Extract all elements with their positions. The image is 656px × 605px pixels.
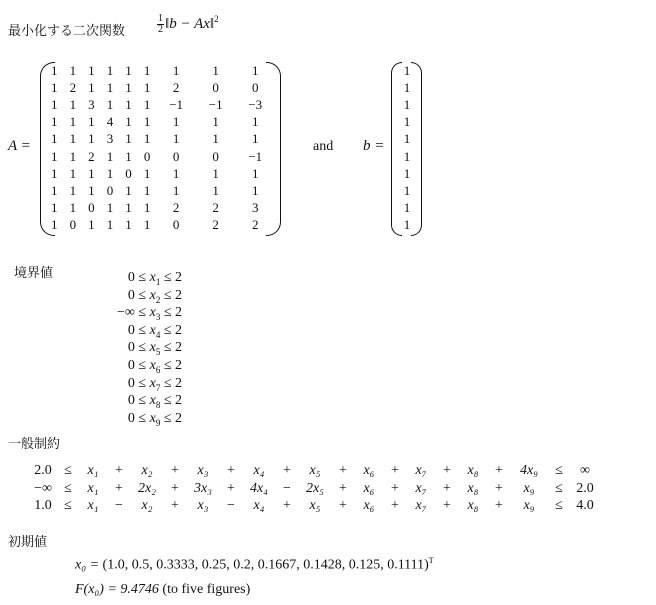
constraint-cell: +: [391, 498, 399, 514]
matrix-a-cell: 1: [143, 131, 151, 147]
matrix-a-cell: 1: [51, 114, 58, 130]
bound-index: 1: [155, 276, 161, 287]
constraint-cell: 4x₄: [249, 480, 269, 496]
bound-upper: ≤ 2: [160, 393, 182, 409]
constraint-cell: +: [391, 480, 399, 496]
matrix-a-cell: 1: [88, 131, 95, 147]
bound-upper: ≤ 2: [160, 358, 182, 373]
constraint-cell: x₉: [523, 498, 535, 514]
constraint-cell: x₆: [363, 463, 375, 479]
matrix-a-cell: 0: [172, 216, 180, 232]
constraint-cell: x₇: [415, 480, 427, 496]
and-text: and: [313, 139, 334, 154]
bound-index: 8: [155, 399, 161, 410]
matrix-a-cell: 1: [143, 80, 151, 96]
matrix-a-cell: 0: [125, 165, 132, 181]
bound-lower: 0 ≤: [127, 393, 150, 409]
matrix-a-cell: 1: [69, 63, 77, 79]
matrix-a-cell: 1: [143, 199, 151, 215]
constraint-cell: −: [227, 498, 235, 514]
matrix-a-cell: 0: [88, 199, 95, 215]
bound-index: 6: [155, 364, 161, 375]
matrix-a-cell: 1: [212, 165, 219, 181]
constraint-cell: 1.0: [34, 498, 52, 514]
bound-variable: x: [149, 305, 156, 321]
matrix-a-cell: 1: [251, 182, 259, 198]
constraint-cell: +: [283, 498, 291, 514]
matrix-a-row: [45, 147, 275, 164]
matrix-a-row: [45, 96, 275, 113]
bound-line: [72, 269, 182, 286]
bound-lower: 0 ≤: [127, 287, 150, 303]
constraint-cell: 4x₉: [519, 463, 539, 479]
matrix-a-cell: 1: [251, 114, 259, 130]
fraction-numerator: 1: [158, 13, 163, 25]
matrix-a-cell: 2: [88, 148, 95, 164]
vector-b-cell: 1: [403, 97, 411, 113]
constraint-cell: x₉: [523, 480, 535, 496]
matrix-a-cell: 1: [69, 131, 77, 147]
constraint-cell: x₈: [467, 463, 479, 479]
matrix-a-cell: 1: [143, 182, 151, 198]
constraint-cell: 2x₂: [137, 480, 157, 496]
matrix-a-cell: −1: [248, 148, 263, 164]
matrix-a-cell: 1: [106, 148, 114, 164]
bound-variable: x: [149, 287, 156, 303]
matrix-a-cell: 1: [143, 165, 151, 181]
f-lhs: F(x₀) = 9.4746: [75, 582, 159, 597]
heading-constraints: 一般制約: [8, 437, 61, 452]
matrix-a-cell: 1: [106, 199, 114, 215]
matrix-a-cell: 1: [51, 97, 58, 113]
vector-b-cell: 1: [403, 148, 411, 164]
matrix-a-cell: 1: [251, 63, 259, 79]
constraint-cell: x₁: [87, 480, 99, 496]
bound-upper: ≤ 2: [160, 322, 182, 338]
matrix-a-label: A =: [8, 138, 31, 154]
matrix-a-cell: −1: [169, 97, 184, 113]
matrix-a-cell: 1: [212, 63, 219, 79]
matrix-a-cell: 1: [125, 148, 132, 164]
constraint-cell: +: [171, 463, 179, 479]
constraint-row: [28, 462, 600, 480]
bound-upper: ≤ 2: [160, 340, 182, 356]
matrix-a-cell: 1: [172, 63, 180, 79]
matrix-a-cell: 1: [51, 216, 58, 232]
constraint-cell: 4.0: [576, 498, 594, 514]
matrix-a-cell: 1: [125, 199, 132, 215]
matrix-a-row: [45, 130, 275, 147]
bound-lower: 0 ≤: [127, 270, 150, 285]
constraint-cell: x₁: [87, 463, 99, 479]
constraint-cell: +: [495, 480, 503, 496]
objective-formula: [157, 14, 219, 35]
matrix-a-row: [45, 79, 275, 96]
matrix-a-cell: 1: [143, 97, 151, 113]
matrix-a-cell: 1: [172, 131, 180, 147]
bound-index: 2: [155, 294, 161, 305]
bound-line: [72, 304, 182, 321]
matrix-a-cell: 1: [69, 114, 77, 130]
bound-variable: x: [149, 410, 156, 426]
matrix-a-cell: −3: [248, 97, 263, 113]
constraint-cell: 2.0: [576, 480, 594, 496]
constraint-cell: x₃: [197, 463, 209, 479]
heading-objective: 最小化する二次関数: [8, 24, 126, 39]
matrix-a-cell: 1: [51, 165, 58, 181]
constraint-cell: +: [391, 463, 399, 479]
constraint-cell: ≤: [555, 463, 563, 479]
constraint-cell: +: [283, 463, 291, 479]
constraint-cell: +: [495, 498, 503, 514]
vector-b-cell: 1: [403, 216, 411, 232]
vector-b-cell: 1: [403, 114, 411, 130]
matrix-a-cell: 1: [88, 165, 95, 181]
bound-upper: ≤ 2: [160, 270, 182, 285]
matrix-a-row: [45, 165, 275, 182]
bound-line: [72, 339, 182, 356]
constraint-cell: +: [115, 463, 123, 479]
vector-b-cell: 1: [403, 199, 411, 215]
bound-variable: x: [149, 322, 156, 338]
vector-b-cell: 1: [403, 182, 411, 198]
bound-line: [72, 322, 182, 339]
matrix-a-row: [45, 182, 275, 199]
constraint-cell: ≤: [64, 463, 72, 479]
initial-x0: [75, 556, 434, 574]
matrix-a-row: [45, 62, 275, 79]
matrix-a-cell: 1: [143, 114, 151, 130]
constraint-cell: +: [339, 498, 347, 514]
f-note: (to five figures): [162, 582, 251, 597]
constraint-row: [28, 480, 600, 498]
bound-upper: ≤ 2: [160, 410, 182, 426]
constraint-cell: +: [339, 463, 347, 479]
matrix-a-cell: 4: [106, 114, 114, 130]
matrix-a-cell: 1: [172, 165, 180, 181]
heading-bounds: 境界値: [14, 266, 54, 281]
constraint-cell: +: [171, 480, 179, 496]
bound-line: [72, 410, 182, 427]
constraint-cell: x₈: [467, 480, 479, 496]
matrix-a-cell: 0: [172, 148, 180, 164]
bound-line: [72, 375, 182, 392]
constraint-cell: ≤: [555, 480, 563, 496]
x0-lhs: x₀ =: [75, 557, 100, 573]
matrix-a-cell: 0: [69, 216, 77, 232]
matrix-a-cell: 1: [69, 148, 77, 164]
constraint-cell: +: [171, 498, 179, 514]
matrix-a-cell: −1: [208, 97, 223, 113]
matrix-a-cell: 1: [125, 131, 132, 147]
bound-index: 7: [155, 382, 161, 393]
constraint-cell: x₅: [309, 498, 321, 514]
matrix-a-cell: 1: [106, 216, 114, 232]
constraint-cell: +: [443, 480, 451, 496]
matrix-a-cell: 0: [212, 148, 219, 164]
matrix-a-row: [45, 113, 275, 130]
objective-expression: ‖b − Ax‖: [165, 16, 215, 32]
matrix-a-cell: 1: [251, 131, 259, 147]
matrix-a-cell: 1: [212, 114, 219, 130]
constraint-cell: x₂: [141, 463, 153, 479]
bound-line: [72, 357, 182, 374]
matrix-a-cell: 1: [88, 216, 95, 232]
matrix-a-cell: 1: [125, 182, 132, 198]
constraint-cell: 2.0: [34, 463, 52, 479]
bound-lower: 0 ≤: [127, 358, 150, 373]
matrix-a-cell: 1: [51, 148, 58, 164]
bound-index: 5: [155, 347, 161, 358]
constraint-cell: x₄: [253, 463, 265, 479]
constraint-cell: +: [227, 463, 235, 479]
constraint-cell: −∞: [34, 480, 52, 496]
constraint-cell: +: [443, 463, 451, 479]
constraint-cell: x₂: [141, 498, 153, 514]
vector-b-label: b =: [363, 138, 385, 154]
matrix-a-cell: 1: [125, 97, 132, 113]
bound-index: 9: [155, 417, 161, 428]
bound-variable: x: [149, 393, 156, 409]
matrix-a-cell: 1: [212, 131, 219, 147]
vector-b-cell: 1: [403, 80, 411, 96]
vector-b-right-paren: [411, 62, 422, 236]
constraint-cell: x₇: [415, 463, 427, 479]
bound-lower: 0 ≤: [127, 410, 150, 426]
matrix-a-cell: 0: [143, 148, 151, 164]
bound-upper: ≤ 2: [160, 375, 182, 391]
matrix-a-cell: 2: [212, 199, 219, 215]
objective-fraction: [157, 14, 164, 35]
matrix-a: [45, 62, 275, 233]
matrix-a-cell: 1: [106, 63, 114, 79]
bound-index: 3: [155, 311, 161, 322]
constraint-cell: ≤: [555, 498, 563, 514]
bound-line: [72, 287, 182, 304]
matrix-a-cell: 1: [125, 80, 132, 96]
matrix-a-cell: 2: [212, 216, 219, 232]
constraint-cell: ≤: [64, 480, 72, 496]
matrix-a-cell: 1: [125, 63, 132, 79]
bound-upper: ≤ 2: [160, 287, 182, 303]
bound-variable: x: [149, 340, 156, 356]
heading-initial: 初期値: [8, 535, 48, 550]
constraint-cell: 2x₅: [305, 480, 325, 496]
matrix-a-cell: 1: [51, 80, 58, 96]
matrix-a-cell: 1: [51, 199, 58, 215]
matrix-a-cell: 0: [251, 80, 259, 96]
constraint-cell: +: [339, 480, 347, 496]
bound-upper: ≤ 2: [160, 305, 182, 321]
matrix-a-cell: 2: [251, 216, 259, 232]
matrix-a-cell: 1: [88, 114, 95, 130]
vector-b-cell: 1: [403, 165, 411, 181]
matrix-a-cell: 2: [172, 199, 180, 215]
constraint-cell: x₅: [309, 463, 321, 479]
constraint-cell: x₄: [253, 498, 265, 514]
matrix-a-cell: 1: [69, 97, 77, 113]
bound-variable: x: [149, 358, 156, 373]
constraint-cell: +: [115, 480, 123, 496]
vector-b-cell: 1: [403, 131, 411, 147]
bound-lower: 0 ≤: [127, 375, 150, 391]
matrix-a-cell: 1: [143, 63, 151, 79]
matrix-a-cell: 3: [106, 131, 114, 147]
bound-index: 4: [155, 329, 161, 340]
matrix-a-cell: 3: [88, 97, 95, 113]
matrix-a-cell: 1: [212, 182, 219, 198]
constraint-cell: −: [115, 498, 123, 514]
matrix-a-row: [45, 216, 275, 233]
constraint-row: [28, 497, 600, 515]
constraints-table: [28, 462, 600, 515]
constraint-cell: 3x₃: [193, 480, 213, 496]
bound-lower: 0 ≤: [127, 322, 150, 338]
constraint-cell: x₁: [87, 498, 99, 514]
matrix-a-cell: 1: [88, 63, 95, 79]
constraint-cell: x₈: [467, 498, 479, 514]
matrix-a-cell: 1: [172, 182, 180, 198]
x0-transpose: T: [428, 556, 434, 565]
constraint-cell: x₆: [363, 498, 375, 514]
constraint-cell: ≤: [64, 498, 72, 514]
matrix-a-cell: 1: [69, 199, 77, 215]
constraint-cell: ∞: [580, 463, 590, 479]
matrix-a-cell: 1: [106, 80, 114, 96]
bound-lower: 0 ≤: [127, 340, 150, 356]
bound-line: [72, 392, 182, 409]
bound-lower: −∞ ≤: [117, 305, 150, 321]
constraint-cell: x₇: [415, 498, 427, 514]
matrix-a-cell: 2: [172, 80, 180, 96]
matrix-a-cell: 1: [172, 114, 180, 130]
matrix-a-cell: 1: [69, 182, 77, 198]
matrix-a-cell: 1: [251, 165, 259, 181]
matrix-a-cell: 1: [88, 182, 95, 198]
matrix-a-cell: 1: [106, 97, 114, 113]
x0-values: (1.0, 0.5, 0.3333, 0.25, 0.2, 0.1667, 0.1428, 0.125, 0.1111): [102, 557, 429, 573]
matrix-a-right-paren: [266, 62, 281, 236]
matrix-a-cell: 1: [106, 165, 114, 181]
initial-f: [75, 582, 250, 598]
matrix-a-cell: 0: [212, 80, 219, 96]
matrix-a-cell: 1: [51, 131, 58, 147]
matrix-a-cell: 1: [125, 216, 132, 232]
constraint-cell: +: [443, 498, 451, 514]
matrix-a-cell: 3: [251, 199, 259, 215]
matrix-a-cell: 1: [51, 63, 58, 79]
bound-variable: x: [149, 375, 156, 391]
vector-b-cell: 1: [403, 63, 411, 79]
constraint-cell: −: [283, 480, 291, 496]
matrix-a-cell: 1: [51, 182, 58, 198]
fraction-denominator: 2: [158, 24, 163, 36]
matrix-a-cell: 1: [125, 114, 132, 130]
matrix-a-cell: 1: [88, 80, 95, 96]
bound-variable: x: [149, 270, 156, 285]
matrix-a-cell: 1: [69, 165, 77, 181]
matrix-a-cell: 1: [143, 216, 151, 232]
constraint-cell: +: [495, 463, 503, 479]
constraint-cell: +: [227, 480, 235, 496]
constraint-cell: x₆: [363, 480, 375, 496]
matrix-a-cell: 2: [69, 80, 77, 96]
matrix-a-row: [45, 199, 275, 216]
objective-power: 2: [214, 14, 219, 24]
matrix-a-cell: 0: [106, 182, 114, 198]
constraint-cell: x₃: [197, 498, 209, 514]
